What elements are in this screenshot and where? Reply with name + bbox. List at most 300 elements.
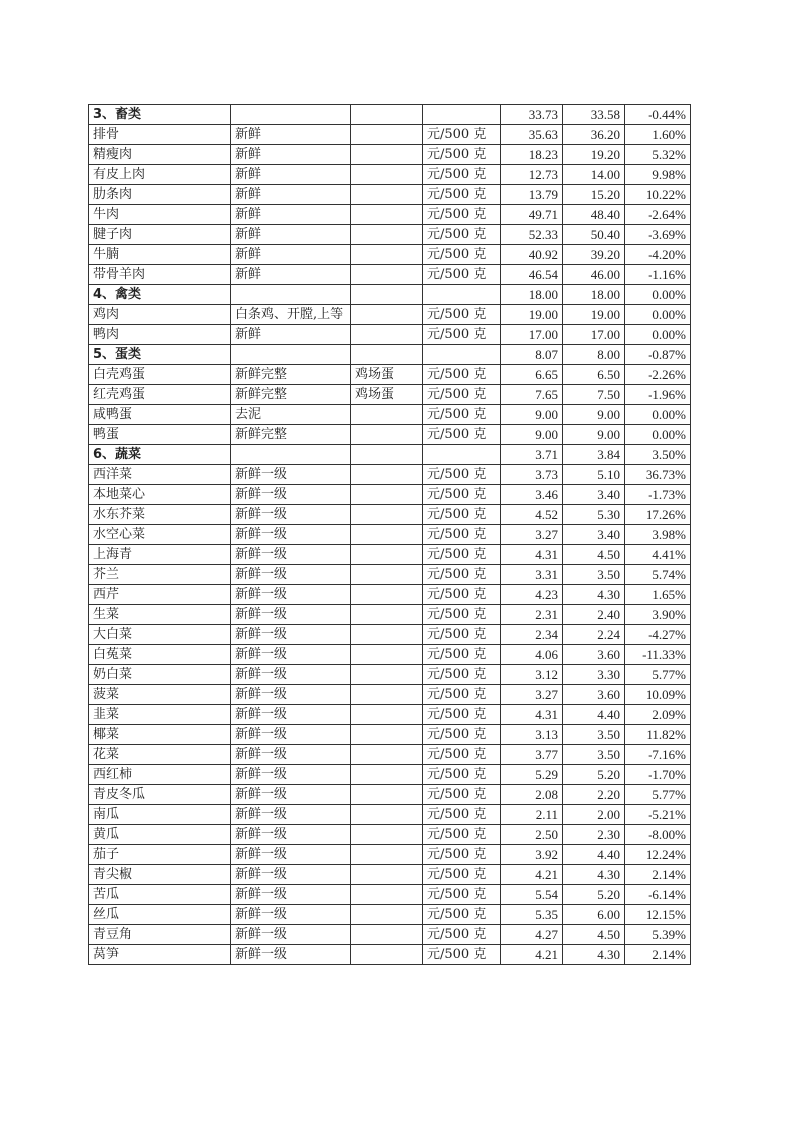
current-price-cell: 8.00 [563,345,625,365]
previous-price-cell: 5.35 [501,905,563,925]
item-name: 鸭肉 [89,325,231,345]
spec-cell: 新鲜一级 [231,605,351,625]
previous-price-cell: 3.92 [501,845,563,865]
unit-cell: 元/500 克 [423,525,501,545]
change-percent-cell: 4.41% [625,545,691,565]
grade-cell [351,225,423,245]
previous-price-cell: 3.71 [501,445,563,465]
current-price-cell: 3.40 [563,525,625,545]
spec-cell: 新鲜 [231,205,351,225]
previous-price-cell: 52.33 [501,225,563,245]
previous-price-cell: 9.00 [501,425,563,445]
table-row [89,725,691,745]
change-percent-cell: -11.33% [625,645,691,665]
grade-cell [351,105,423,125]
change-percent-cell: 5.74% [625,565,691,585]
item-name: 带骨羊肉 [89,265,231,285]
item-name: 苦瓜 [89,885,231,905]
spec-cell: 新鲜一级 [231,525,351,545]
unit-cell: 元/500 克 [423,305,501,325]
current-price-cell: 2.24 [563,625,625,645]
item-name: 腱子肉 [89,225,231,245]
unit-cell: 元/500 克 [423,465,501,485]
current-price-cell: 6.00 [563,905,625,925]
previous-price-cell: 7.65 [501,385,563,405]
change-percent-cell: -1.73% [625,485,691,505]
previous-price-cell: 46.54 [501,265,563,285]
unit-cell: 元/500 克 [423,785,501,805]
unit-cell: 元/500 克 [423,485,501,505]
item-name: 韭菜 [89,705,231,725]
current-price-cell: 4.30 [563,585,625,605]
previous-price-cell: 3.13 [501,725,563,745]
table-row [89,305,691,325]
item-name: 肋条肉 [89,185,231,205]
grade-cell [351,425,423,445]
grade-cell [351,285,423,305]
change-percent-cell: -0.44% [625,105,691,125]
table-row [89,765,691,785]
change-percent-cell: 9.98% [625,165,691,185]
current-price-cell: 7.50 [563,385,625,405]
change-percent-cell: -7.16% [625,745,691,765]
grade-cell [351,825,423,845]
current-price-cell: 9.00 [563,425,625,445]
unit-cell: 元/500 克 [423,405,501,425]
item-name: 鸡肉 [89,305,231,325]
change-percent-cell: 2.09% [625,705,691,725]
current-price-cell: 3.84 [563,445,625,465]
item-name: 芥兰 [89,565,231,585]
previous-price-cell: 4.27 [501,925,563,945]
table-row [89,525,691,545]
current-price-cell: 4.40 [563,845,625,865]
change-percent-cell: 0.00% [625,325,691,345]
table-row [89,845,691,865]
unit-cell: 元/500 克 [423,325,501,345]
previous-price-cell: 3.77 [501,745,563,765]
current-price-cell: 3.60 [563,685,625,705]
item-name: 3、畜类 [89,105,231,125]
table-row [89,325,691,345]
grade-cell [351,725,423,745]
grade-cell [351,165,423,185]
spec-cell: 新鲜一级 [231,685,351,705]
unit-cell [423,445,501,465]
item-name: 牛腩 [89,245,231,265]
change-percent-cell: 1.60% [625,125,691,145]
current-price-cell: 2.00 [563,805,625,825]
item-name: 莴笋 [89,945,231,965]
spec-cell: 新鲜 [231,245,351,265]
previous-price-cell: 3.27 [501,525,563,545]
previous-price-cell: 5.29 [501,765,563,785]
change-percent-cell: -1.70% [625,765,691,785]
previous-price-cell: 13.79 [501,185,563,205]
unit-cell: 元/500 克 [423,185,501,205]
table-row [89,505,691,525]
grade-cell [351,785,423,805]
grade-cell [351,705,423,725]
table-row [89,545,691,565]
grade-cell [351,945,423,965]
spec-cell: 新鲜 [231,125,351,145]
table-row [89,645,691,665]
previous-price-cell: 4.31 [501,545,563,565]
item-name: 南瓜 [89,805,231,825]
current-price-cell: 5.10 [563,465,625,485]
category-row [89,345,691,365]
item-name: 6、蔬菜 [89,445,231,465]
previous-price-cell: 4.31 [501,705,563,725]
spec-cell: 新鲜一级 [231,565,351,585]
spec-cell: 去泥 [231,405,351,425]
spec-cell: 新鲜一级 [231,625,351,645]
previous-price-cell: 3.46 [501,485,563,505]
unit-cell: 元/500 克 [423,645,501,665]
current-price-cell: 4.50 [563,925,625,945]
item-name: 有皮上肉 [89,165,231,185]
previous-price-cell: 18.00 [501,285,563,305]
item-name: 上海青 [89,545,231,565]
current-price-cell: 18.00 [563,285,625,305]
item-name: 鸭蛋 [89,425,231,445]
table-row [89,245,691,265]
previous-price-cell: 4.21 [501,865,563,885]
current-price-cell: 2.20 [563,785,625,805]
item-name: 花菜 [89,745,231,765]
previous-price-cell: 18.23 [501,145,563,165]
previous-price-cell: 19.00 [501,305,563,325]
previous-price-cell: 5.54 [501,885,563,905]
spec-cell: 新鲜一级 [231,465,351,485]
current-price-cell: 48.40 [563,205,625,225]
unit-cell: 元/500 克 [423,905,501,925]
table-row [89,225,691,245]
previous-price-cell: 2.34 [501,625,563,645]
previous-price-cell: 2.08 [501,785,563,805]
change-percent-cell: 5.77% [625,665,691,685]
current-price-cell: 3.50 [563,565,625,585]
spec-cell: 新鲜一级 [231,725,351,745]
grade-cell [351,605,423,625]
spec-cell [231,105,351,125]
category-row [89,285,691,305]
previous-price-cell: 4.23 [501,585,563,605]
previous-price-cell: 2.50 [501,825,563,845]
previous-price-cell: 4.21 [501,945,563,965]
previous-price-cell: 49.71 [501,205,563,225]
unit-cell: 元/500 克 [423,745,501,765]
spec-cell: 新鲜一级 [231,945,351,965]
unit-cell: 元/500 克 [423,265,501,285]
current-price-cell: 5.20 [563,765,625,785]
unit-cell: 元/500 克 [423,945,501,965]
grade-cell [351,585,423,605]
change-percent-cell: 12.15% [625,905,691,925]
item-name: 本地菜心 [89,485,231,505]
spec-cell: 新鲜一级 [231,785,351,805]
table-row [89,465,691,485]
spec-cell: 新鲜一级 [231,745,351,765]
spec-cell: 白条鸡、开膛,上等 [231,305,351,325]
change-percent-cell: -5.21% [625,805,691,825]
current-price-cell: 19.00 [563,305,625,325]
previous-price-cell: 2.31 [501,605,563,625]
current-price-cell: 6.50 [563,365,625,385]
previous-price-cell: 12.73 [501,165,563,185]
item-name: 水空心菜 [89,525,231,545]
unit-cell: 元/500 克 [423,605,501,625]
item-name: 白菟菜 [89,645,231,665]
previous-price-cell: 40.92 [501,245,563,265]
unit-cell: 元/500 克 [423,765,501,785]
unit-cell: 元/500 克 [423,865,501,885]
grade-cell [351,765,423,785]
table-row [89,405,691,425]
change-percent-cell: 3.98% [625,525,691,545]
grade-cell [351,745,423,765]
previous-price-cell: 2.11 [501,805,563,825]
table-row [89,625,691,645]
unit-cell: 元/500 克 [423,925,501,945]
current-price-cell: 3.40 [563,485,625,505]
table-row [89,125,691,145]
change-percent-cell: 2.14% [625,865,691,885]
current-price-cell: 4.50 [563,545,625,565]
change-percent-cell: 3.90% [625,605,691,625]
item-name: 生菜 [89,605,231,625]
change-percent-cell: -2.26% [625,365,691,385]
item-name: 白壳鸡蛋 [89,365,231,385]
grade-cell [351,905,423,925]
spec-cell: 新鲜一级 [231,885,351,905]
grade-cell [351,305,423,325]
unit-cell: 元/500 克 [423,385,501,405]
item-name: 丝瓜 [89,905,231,925]
grade-cell [351,485,423,505]
change-percent-cell: 0.00% [625,425,691,445]
price-table [88,104,691,965]
grade-cell [351,545,423,565]
item-name: 青皮冬瓜 [89,785,231,805]
table-row [89,605,691,625]
unit-cell [423,285,501,305]
table-row [89,145,691,165]
grade-cell [351,665,423,685]
change-percent-cell: -4.27% [625,625,691,645]
item-name: 西红柿 [89,765,231,785]
table-row [89,945,691,965]
previous-price-cell: 35.63 [501,125,563,145]
unit-cell: 元/500 克 [423,565,501,585]
spec-cell [231,345,351,365]
item-name: 红壳鸡蛋 [89,385,231,405]
grade-cell [351,845,423,865]
grade-cell [351,345,423,365]
table-row [89,925,691,945]
previous-price-cell: 3.12 [501,665,563,685]
previous-price-cell: 6.65 [501,365,563,385]
spec-cell [231,445,351,465]
item-name: 5、蛋类 [89,345,231,365]
previous-price-cell: 33.73 [501,105,563,125]
previous-price-cell: 3.27 [501,685,563,705]
unit-cell: 元/500 克 [423,685,501,705]
current-price-cell: 2.40 [563,605,625,625]
table-row [89,865,691,885]
unit-cell: 元/500 克 [423,365,501,385]
unit-cell: 元/500 克 [423,845,501,865]
grade-cell [351,245,423,265]
grade-cell [351,405,423,425]
table-row [89,165,691,185]
current-price-cell: 36.20 [563,125,625,145]
item-name: 大白菜 [89,625,231,645]
previous-price-cell: 3.31 [501,565,563,585]
unit-cell: 元/500 克 [423,165,501,185]
spec-cell: 新鲜一级 [231,505,351,525]
change-percent-cell: 5.32% [625,145,691,165]
unit-cell: 元/500 克 [423,505,501,525]
unit-cell: 元/500 克 [423,625,501,645]
item-name: 排骨 [89,125,231,145]
previous-price-cell: 4.52 [501,505,563,525]
change-percent-cell: -2.64% [625,205,691,225]
table-row [89,365,691,385]
grade-cell [351,625,423,645]
current-price-cell: 4.30 [563,865,625,885]
change-percent-cell: -4.20% [625,245,691,265]
unit-cell: 元/500 克 [423,725,501,745]
change-percent-cell: -0.87% [625,345,691,365]
grade-cell [351,145,423,165]
category-row [89,445,691,465]
unit-cell: 元/500 克 [423,545,501,565]
item-name: 黄瓜 [89,825,231,845]
table-row [89,885,691,905]
change-percent-cell: 5.39% [625,925,691,945]
previous-price-cell: 17.00 [501,325,563,345]
unit-cell: 元/500 克 [423,705,501,725]
table-row [89,385,691,405]
item-name: 茄子 [89,845,231,865]
grade-cell [351,525,423,545]
spec-cell: 新鲜一级 [231,585,351,605]
grade-cell [351,325,423,345]
change-percent-cell: -3.69% [625,225,691,245]
table-row [89,745,691,765]
unit-cell: 元/500 克 [423,125,501,145]
change-percent-cell: 0.00% [625,285,691,305]
change-percent-cell: 0.00% [625,305,691,325]
change-percent-cell: -1.16% [625,265,691,285]
previous-price-cell: 3.73 [501,465,563,485]
table-row [89,905,691,925]
table-row [89,665,691,685]
grade-cell [351,445,423,465]
table-row [89,425,691,445]
table-row [89,685,691,705]
grade-cell: 鸡场蛋 [351,385,423,405]
current-price-cell: 5.30 [563,505,625,525]
change-percent-cell: 17.26% [625,505,691,525]
item-name: 4、禽类 [89,285,231,305]
unit-cell: 元/500 克 [423,665,501,685]
item-name: 咸鸭蛋 [89,405,231,425]
spec-cell: 新鲜 [231,325,351,345]
spec-cell: 新鲜一级 [231,865,351,885]
spec-cell: 新鲜一级 [231,665,351,685]
price-table-body [89,105,691,965]
item-name: 西洋菜 [89,465,231,485]
item-name: 奶白菜 [89,665,231,685]
change-percent-cell: 5.77% [625,785,691,805]
previous-price-cell: 8.07 [501,345,563,365]
current-price-cell: 3.50 [563,725,625,745]
current-price-cell: 50.40 [563,225,625,245]
spec-cell: 新鲜 [231,145,351,165]
current-price-cell: 14.00 [563,165,625,185]
table-row [89,565,691,585]
previous-price-cell: 9.00 [501,405,563,425]
current-price-cell: 4.30 [563,945,625,965]
spec-cell: 新鲜一级 [231,805,351,825]
spec-cell: 新鲜完整 [231,365,351,385]
spec-cell: 新鲜 [231,165,351,185]
current-price-cell: 3.50 [563,745,625,765]
spec-cell: 新鲜一级 [231,545,351,565]
grade-cell [351,265,423,285]
table-row [89,185,691,205]
current-price-cell: 19.20 [563,145,625,165]
unit-cell: 元/500 克 [423,885,501,905]
current-price-cell: 46.00 [563,265,625,285]
change-percent-cell: 11.82% [625,725,691,745]
unit-cell: 元/500 克 [423,825,501,845]
grade-cell: 鸡场蛋 [351,365,423,385]
item-name: 水东芥菜 [89,505,231,525]
table-row [89,485,691,505]
item-name: 牛肉 [89,205,231,225]
change-percent-cell: -8.00% [625,825,691,845]
spec-cell: 新鲜一级 [231,825,351,845]
grade-cell [351,505,423,525]
current-price-cell: 5.20 [563,885,625,905]
unit-cell: 元/500 克 [423,145,501,165]
change-percent-cell: 0.00% [625,405,691,425]
table-row [89,585,691,605]
change-percent-cell: 1.65% [625,585,691,605]
unit-cell: 元/500 克 [423,225,501,245]
table-row [89,205,691,225]
table-row [89,785,691,805]
grade-cell [351,465,423,485]
unit-cell: 元/500 克 [423,245,501,265]
spec-cell: 新鲜一级 [231,905,351,925]
spec-cell [231,285,351,305]
grade-cell [351,645,423,665]
spec-cell: 新鲜 [231,225,351,245]
spec-cell: 新鲜完整 [231,425,351,445]
unit-cell: 元/500 克 [423,805,501,825]
change-percent-cell: -1.96% [625,385,691,405]
spec-cell: 新鲜一级 [231,485,351,505]
grade-cell [351,565,423,585]
change-percent-cell: 10.22% [625,185,691,205]
current-price-cell: 33.58 [563,105,625,125]
grade-cell [351,925,423,945]
